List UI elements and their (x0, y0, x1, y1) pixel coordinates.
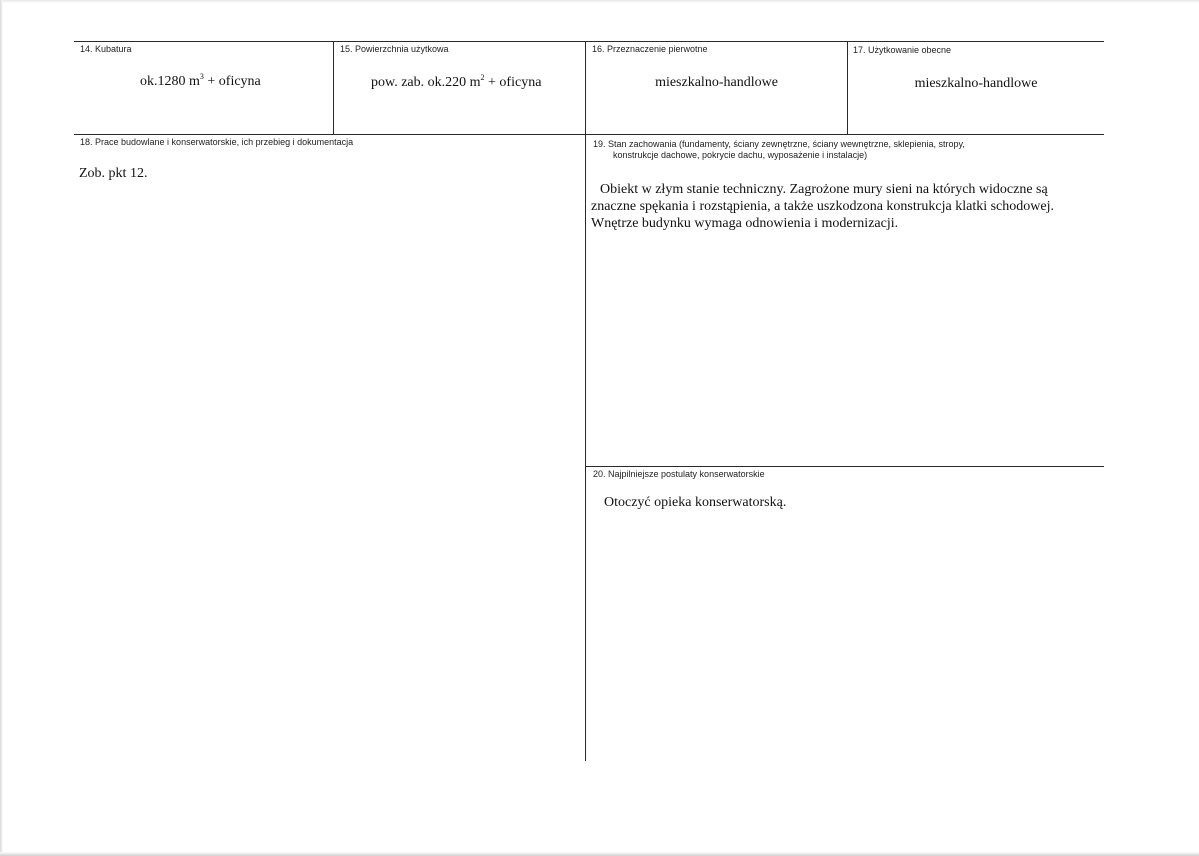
field20-label: 20. Najpilniejsze postulaty konserwatorskie (593, 469, 765, 479)
scan-edge-left (0, 0, 3, 856)
field20-top-line (585, 466, 1104, 467)
field19-label-line1: 19. Stan zachowania (fundamenty, ściany zewnętrzne, ściany wewnętrzne, sklepienia, stropy, (593, 139, 965, 149)
top-border-line (74, 41, 1104, 42)
field17-value: mieszkalno-handlowe (914, 76, 1038, 91)
field15-value-rest: + oficyna (484, 75, 542, 90)
field16-label: 16. Przeznaczenie pierwotne (592, 44, 708, 54)
divider-14-15 (333, 41, 334, 135)
field19-text-line2: znaczne spękania i rozstąpienia, a także uszkodzona konstrukcja klatki schodowej. (591, 199, 1054, 214)
field17-label: 17. Użytkowanie obecne (853, 45, 952, 55)
field18-label: 18. Prace budowlane i konserwatorskie, ich przebieg i dokumentacja (80, 137, 354, 147)
field14-value-exponent: 3 (199, 72, 204, 81)
field16-value: mieszkalno-handlowe (655, 75, 778, 90)
divider-18-19 (585, 134, 586, 761)
field14-value (140, 73, 261, 90)
field15-value-exponent: 2 (480, 73, 485, 82)
field15-value (371, 74, 541, 91)
field20-value: Otoczyć opieka konserwatorską. (604, 495, 787, 510)
field14-value-rest: + oficyna (203, 74, 261, 89)
scan-edge-top (0, 0, 1199, 3)
field18-value: Zob. pkt 12. (79, 166, 148, 181)
row1-bottom-line (74, 134, 1104, 135)
field14-value-main: ok.1280 m (140, 74, 200, 89)
field14-label: 14. Kubatura (80, 44, 132, 54)
field19-label (593, 139, 965, 161)
field15-label: 15. Powierzchnia użytkowa (340, 44, 449, 54)
field19-text-line1: Obiekt w złym stanie techniczny. Zagrożone mury sieni na których widoczne są (600, 182, 1048, 197)
scan-edge-bottom (0, 852, 1199, 856)
field19-text (591, 181, 1054, 232)
field15-value-main: pow. zab. ok.220 m (371, 75, 481, 90)
field19-text-line3: Wnętrze budynku wymaga odnowienia i modernizacji. (591, 216, 899, 231)
field19-label-line2: konstrukcje dachowe, pokrycie dachu, wyposażenie i instalacje) (613, 150, 868, 160)
